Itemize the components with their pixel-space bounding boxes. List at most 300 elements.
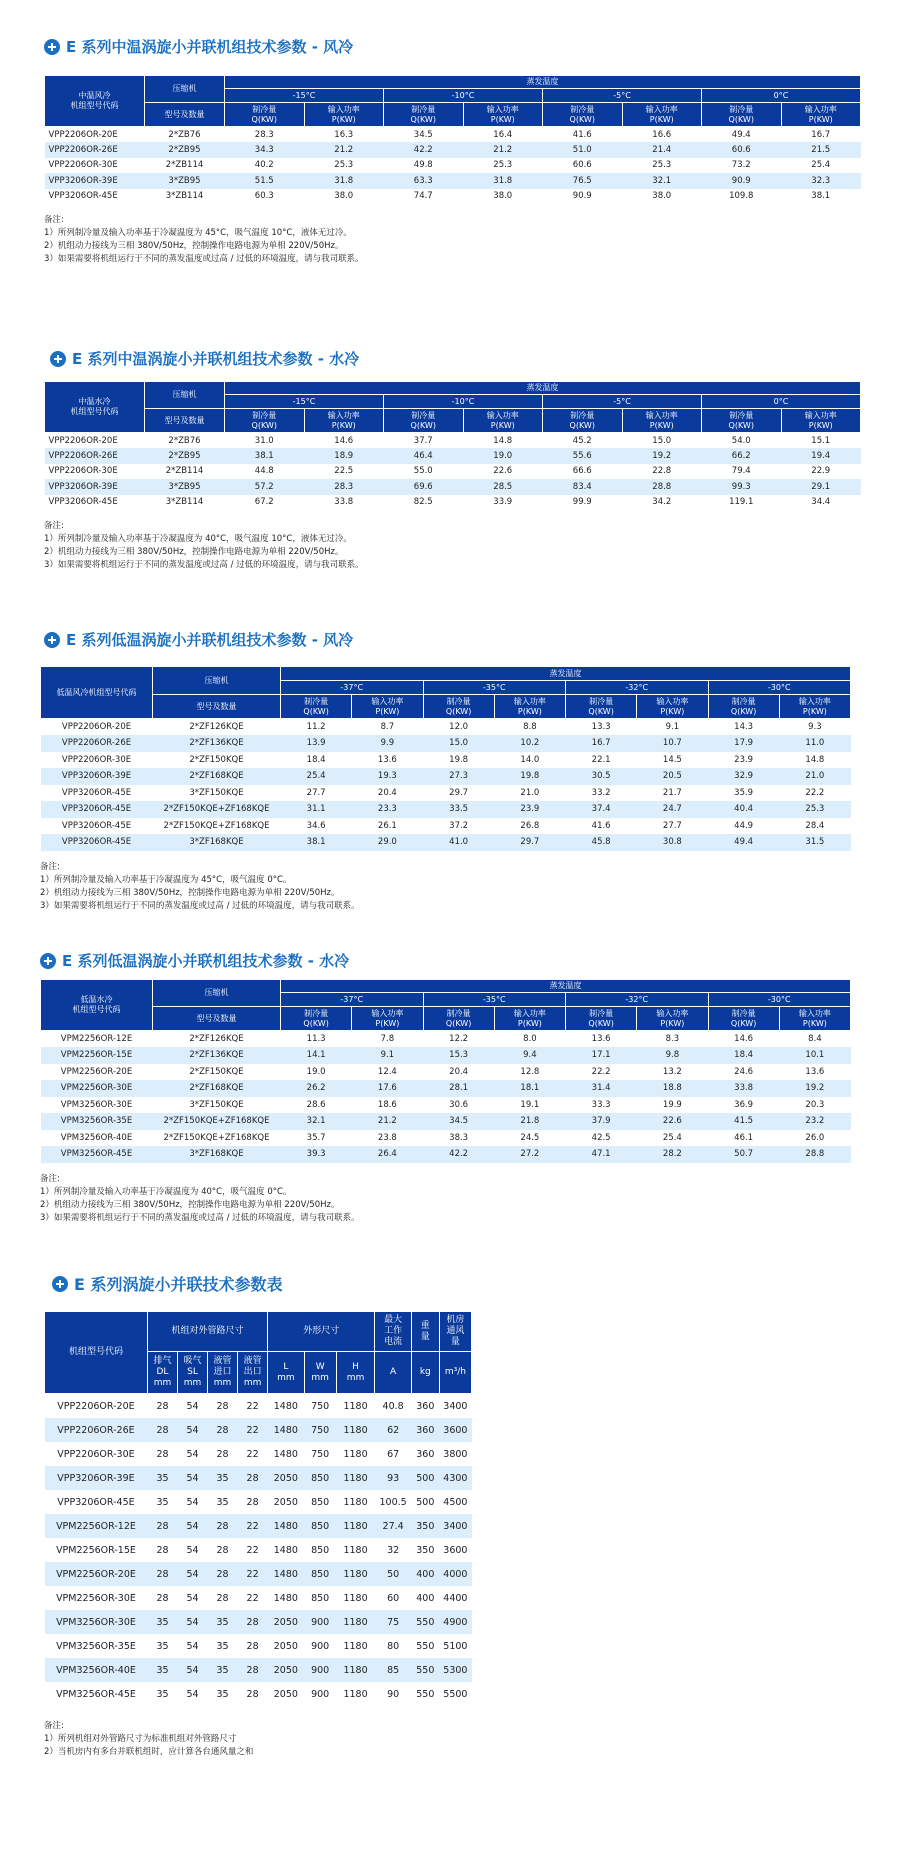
- cell-value: 28: [208, 1562, 238, 1586]
- cell-value: 33.8: [708, 1080, 779, 1097]
- table-row: [41, 1113, 851, 1130]
- cell-value: 20.5: [637, 768, 708, 785]
- col-header-power: 输入功率 P(KW): [622, 409, 702, 433]
- cell-model: VPM3256OR-45E: [41, 1146, 153, 1163]
- col-header-power: 输入功率 P(KW): [463, 409, 543, 433]
- col-header-temp: -5°C: [543, 89, 702, 103]
- col-header-temp: -35°C: [423, 993, 566, 1007]
- cell-value: 25.4: [637, 1130, 708, 1147]
- table-row: [45, 433, 861, 449]
- col-header-power: 输入功率 P(KW): [779, 1007, 850, 1031]
- cell-value: 93: [375, 1466, 411, 1490]
- cell-value: 1180: [336, 1442, 375, 1466]
- cell-value: 16.4: [463, 127, 543, 143]
- col-subheader: 排气 DL mm: [147, 1352, 177, 1394]
- cell-value: 19.3: [352, 768, 423, 785]
- section-low-temp-air: [0, 629, 901, 913]
- cell-value: 27.2: [494, 1146, 565, 1163]
- cell-value: 1180: [336, 1418, 375, 1442]
- cell-value: 900: [304, 1610, 336, 1634]
- cell-value: 35: [208, 1682, 238, 1706]
- cell-value: 85: [375, 1658, 411, 1682]
- cell-value: 26.4: [352, 1146, 423, 1163]
- cell-value: 60.6: [702, 142, 782, 158]
- cell-value: 1180: [336, 1610, 375, 1634]
- cell-value: 76.5: [543, 173, 623, 189]
- cell-value: 19.2: [622, 448, 702, 464]
- cell-value: 13.6: [779, 1064, 850, 1081]
- cell-value: 550: [411, 1682, 439, 1706]
- cell-value: 1180: [336, 1634, 375, 1658]
- cell-value: 28: [147, 1586, 177, 1610]
- cell-value: 25.3: [622, 158, 702, 174]
- cell-value: 550: [411, 1634, 439, 1658]
- col-header-capacity: 制冷量 Q(KW): [225, 409, 305, 433]
- col-header-compressor: 压缩机: [153, 980, 281, 1007]
- cell-value: 22.6: [463, 464, 543, 480]
- cell-value: 21.7: [637, 785, 708, 802]
- cell-value: 1180: [336, 1658, 375, 1682]
- notes: 备注: 1）所列制冷量及输入功率基于冷凝温度为 45°C，吸气温度 10°C，液体无过冷。 2）机组动力接线为三相 380V/50Hz，控制操作电路电源为单相 220V/50Hz。 3）如果需要将机组运行于不同的蒸发温度或过高 / 过低的环境温度，请与我司联系。: [44, 215, 364, 264]
- cell-value: 850: [304, 1514, 336, 1538]
- cell-value: 3600: [439, 1538, 471, 1562]
- cell-value: 51.0: [543, 142, 623, 158]
- cell-value: 42.5: [566, 1130, 637, 1147]
- cell-model: VPM3256OR-40E: [45, 1658, 148, 1682]
- cell-value: 33.2: [566, 785, 637, 802]
- cell-value: 31.1: [281, 801, 352, 818]
- cell-value: 28: [238, 1634, 268, 1658]
- col-header-temp: -37°C: [281, 993, 424, 1007]
- cell-value: 14.0: [494, 752, 565, 769]
- cell-value: 8.4: [779, 1031, 850, 1048]
- col-header-power: 输入功率 P(KW): [352, 1007, 423, 1031]
- cell-value: 29.0: [352, 834, 423, 851]
- cell-value: 3600: [439, 1418, 471, 1442]
- cell-value: 29.1: [781, 479, 861, 495]
- cell-value: 28.1: [423, 1080, 494, 1097]
- cell-value: 19.0: [281, 1064, 352, 1081]
- col-header-power: 输入功率 P(KW): [352, 695, 423, 719]
- col-header-temp: -15°C: [225, 395, 384, 409]
- col-header-capacity: 制冷量 Q(KW): [384, 103, 464, 127]
- cell-value: 8.7: [352, 719, 423, 736]
- cell-model: VPP3206OR-45E: [41, 785, 153, 802]
- cell-value: 25.3: [779, 801, 850, 818]
- cell-value: 35: [147, 1658, 177, 1682]
- cell-value: 28: [208, 1538, 238, 1562]
- cell-value: 10.7: [637, 735, 708, 752]
- cell-value: 22: [238, 1586, 268, 1610]
- col-header-capacity: 制冷量 Q(KW): [423, 695, 494, 719]
- cell-model: VPP2206OR-30E: [45, 158, 145, 174]
- col-header-capacity: 制冷量 Q(KW): [225, 103, 305, 127]
- cell-model: VPM3256OR-40E: [41, 1130, 153, 1147]
- col-header-dimensions: 外形尺寸: [268, 1312, 375, 1352]
- cell-value: 80: [375, 1634, 411, 1658]
- section-mid-temp-water: [0, 348, 901, 572]
- cell-value: 28.8: [779, 1146, 850, 1163]
- cell-value: 26.2: [281, 1080, 352, 1097]
- cell-value: 750: [304, 1418, 336, 1442]
- section-summary: [0, 1272, 901, 1759]
- cell-value: 28: [208, 1442, 238, 1466]
- table-row: [41, 818, 851, 835]
- cell-compressor: 2*ZB114: [145, 464, 225, 480]
- col-header-ventilation: 机房 通风 量: [439, 1312, 471, 1352]
- cell-value: 9.3: [779, 719, 850, 736]
- cell-model: VPM3256OR-35E: [45, 1634, 148, 1658]
- cell-value: 40.8: [375, 1394, 411, 1419]
- cell-value: 28.3: [304, 479, 384, 495]
- cell-value: 2050: [268, 1634, 304, 1658]
- cell-value: 16.7: [566, 735, 637, 752]
- cell-model: VPM3256OR-30E: [41, 1097, 153, 1114]
- section-title: E 系列中温涡旋小并联机组技术参数 - 风冷: [44, 36, 901, 57]
- cell-value: 54: [178, 1418, 208, 1442]
- cell-value: 26.1: [352, 818, 423, 835]
- cell-value: 18.9: [304, 448, 384, 464]
- cell-value: 34.2: [622, 495, 702, 511]
- cell-value: 35: [208, 1634, 238, 1658]
- cell-value: 7.8: [352, 1031, 423, 1048]
- cell-value: 850: [304, 1466, 336, 1490]
- cell-model: VPM2256OR-12E: [45, 1514, 148, 1538]
- col-header-capacity: 制冷量 Q(KW): [702, 103, 782, 127]
- cell-compressor: 3*ZF168KQE: [153, 1146, 281, 1163]
- col-subheader: kg: [411, 1352, 439, 1394]
- col-header-power: 输入功率 P(KW): [463, 103, 543, 127]
- col-header-compressor: 压缩机: [153, 667, 281, 695]
- col-header-power: 输入功率 P(KW): [494, 1007, 565, 1031]
- cell-value: 38.1: [225, 448, 305, 464]
- cell-value: 33.9: [463, 495, 543, 511]
- col-header-compressor-model: 型号及数量: [153, 1007, 281, 1031]
- cell-value: 60.6: [543, 158, 623, 174]
- cell-value: 45.2: [543, 433, 623, 449]
- table-row: [45, 1562, 472, 1586]
- cell-value: 500: [411, 1490, 439, 1514]
- col-header-temp: -35°C: [423, 681, 566, 695]
- cell-value: 1480: [268, 1514, 304, 1538]
- cell-value: 28.2: [637, 1146, 708, 1163]
- cell-value: 35: [147, 1490, 177, 1514]
- cell-value: 14.6: [708, 1031, 779, 1048]
- plus-circle-icon: [50, 351, 66, 367]
- cell-value: 4000: [439, 1562, 471, 1586]
- cell-value: 1180: [336, 1394, 375, 1419]
- cell-value: 31.5: [779, 834, 850, 851]
- col-header-temp: -32°C: [566, 681, 709, 695]
- table-row: [41, 1080, 851, 1097]
- cell-value: 35: [208, 1610, 238, 1634]
- table-row: [45, 1634, 472, 1658]
- cell-model: VPP2206OR-26E: [45, 1418, 148, 1442]
- col-header-compressor: 压缩机: [145, 382, 225, 409]
- cell-value: 1180: [336, 1538, 375, 1562]
- table-row: [45, 1466, 472, 1490]
- cell-value: 9.9: [352, 735, 423, 752]
- cell-value: 9.8: [637, 1047, 708, 1064]
- cell-value: 22.9: [781, 464, 861, 480]
- cell-value: 900: [304, 1682, 336, 1706]
- section-title: E 系列低温涡旋小并联机组技术参数 - 水冷: [40, 950, 901, 971]
- cell-compressor: 3*ZB95: [145, 479, 225, 495]
- cell-value: 32.3: [781, 173, 861, 189]
- cell-value: 28: [147, 1418, 177, 1442]
- cell-value: 41.5: [708, 1113, 779, 1130]
- cell-value: 1180: [336, 1490, 375, 1514]
- col-header-temp: -30°C: [708, 993, 851, 1007]
- col-header-power: 输入功率 P(KW): [622, 103, 702, 127]
- cell-value: 69.6: [384, 479, 464, 495]
- section-low-temp-water: [0, 950, 901, 1225]
- cell-value: 32.1: [281, 1113, 352, 1130]
- col-header-capacity: 制冷量 Q(KW): [543, 409, 623, 433]
- col-header-capacity: 制冷量 Q(KW): [566, 1007, 637, 1031]
- cell-value: 24.7: [637, 801, 708, 818]
- table-row: [45, 158, 861, 174]
- cell-compressor: 2*ZF126KQE: [153, 1031, 281, 1048]
- cell-model: VPP3206OR-45E: [41, 818, 153, 835]
- cell-value: 34.5: [384, 127, 464, 143]
- spec-table: [44, 381, 861, 510]
- cell-value: 4500: [439, 1490, 471, 1514]
- cell-compressor: 3*ZB95: [145, 173, 225, 189]
- cell-value: 2050: [268, 1610, 304, 1634]
- cell-value: 18.6: [352, 1097, 423, 1114]
- cell-value: 19.8: [423, 752, 494, 769]
- cell-value: 750: [304, 1394, 336, 1419]
- cell-value: 11.2: [281, 719, 352, 736]
- col-subheader: H mm: [336, 1352, 375, 1394]
- cell-value: 1180: [336, 1514, 375, 1538]
- cell-value: 49.4: [702, 127, 782, 143]
- cell-value: 15.0: [423, 735, 494, 752]
- col-header-capacity: 制冷量 Q(KW): [281, 695, 352, 719]
- cell-value: 99.3: [702, 479, 782, 495]
- cell-value: 57.2: [225, 479, 305, 495]
- cell-value: 2050: [268, 1490, 304, 1514]
- section-title: E 系列中温涡旋小并联机组技术参数 - 水冷: [50, 348, 901, 369]
- cell-value: 8.3: [637, 1031, 708, 1048]
- cell-model: VPM2256OR-12E: [41, 1031, 153, 1048]
- cell-model: VPP3206OR-45E: [41, 801, 153, 818]
- table-row: [45, 1394, 472, 1419]
- table-row: [45, 1418, 472, 1442]
- cell-model: VPP3206OR-39E: [41, 768, 153, 785]
- cell-value: 19.9: [637, 1097, 708, 1114]
- cell-value: 28.6: [281, 1097, 352, 1114]
- cell-value: 54: [178, 1394, 208, 1419]
- table-row: [45, 1490, 472, 1514]
- cell-value: 25.4: [281, 768, 352, 785]
- cell-value: 360: [411, 1442, 439, 1466]
- col-header-model: 低温水冷 机组型号代码: [41, 980, 153, 1031]
- cell-value: 49.8: [384, 158, 464, 174]
- cell-value: 1480: [268, 1394, 304, 1419]
- cell-value: 28: [238, 1682, 268, 1706]
- cell-value: 850: [304, 1562, 336, 1586]
- notes: 备注: 1）所列机组对外管路尺寸为标准机组对外管路尺寸 2）当机房内有多台并联机组时，应计算各台通风量之和: [44, 1721, 254, 1757]
- cell-model: VPM3256OR-35E: [41, 1113, 153, 1130]
- spec-table: [44, 75, 861, 204]
- table-row: [45, 479, 861, 495]
- cell-value: 23.3: [352, 801, 423, 818]
- cell-value: 9.1: [352, 1047, 423, 1064]
- cell-value: 16.6: [622, 127, 702, 143]
- col-header-power: 输入功率 P(KW): [781, 103, 861, 127]
- cell-value: 1480: [268, 1538, 304, 1562]
- cell-model: VPP2206OR-26E: [45, 142, 145, 158]
- cell-value: 4300: [439, 1466, 471, 1490]
- cell-value: 360: [411, 1394, 439, 1419]
- cell-compressor: 2*ZF150KQE: [153, 1064, 281, 1081]
- cell-value: 18.1: [494, 1080, 565, 1097]
- cell-value: 28: [147, 1538, 177, 1562]
- cell-value: 109.8: [702, 189, 782, 205]
- cell-value: 83.4: [543, 479, 623, 495]
- cell-value: 62: [375, 1418, 411, 1442]
- cell-compressor: 2*ZB114: [145, 158, 225, 174]
- col-header-compressor: 压缩机: [145, 76, 225, 103]
- section-title: E 系列涡旋小并联技术参数表: [52, 1272, 901, 1295]
- cell-value: 33.5: [423, 801, 494, 818]
- cell-value: 19.0: [463, 448, 543, 464]
- col-header-capacity: 制冷量 Q(KW): [566, 695, 637, 719]
- cell-value: 21.2: [304, 142, 384, 158]
- cell-model: VPP3206OR-45E: [41, 834, 153, 851]
- cell-value: 18.8: [637, 1080, 708, 1097]
- cell-value: 33.3: [566, 1097, 637, 1114]
- cell-value: 13.6: [352, 752, 423, 769]
- cell-value: 54: [178, 1586, 208, 1610]
- cell-value: 39.3: [281, 1146, 352, 1163]
- cell-value: 1180: [336, 1562, 375, 1586]
- cell-value: 31.8: [304, 173, 384, 189]
- cell-value: 21.4: [622, 142, 702, 158]
- cell-value: 1180: [336, 1682, 375, 1706]
- table-row: [41, 1097, 851, 1114]
- col-header-evap-temp: 蒸发温度: [225, 76, 861, 89]
- cell-value: 4400: [439, 1586, 471, 1610]
- cell-value: 41.6: [566, 818, 637, 835]
- col-subheader: W mm: [304, 1352, 336, 1394]
- table-row: [45, 1538, 472, 1562]
- cell-value: 51.5: [225, 173, 305, 189]
- col-header-weight: 重 量: [411, 1312, 439, 1352]
- cell-value: 73.2: [702, 158, 782, 174]
- col-header-temp: -32°C: [566, 993, 709, 1007]
- cell-model: VPM2256OR-30E: [41, 1080, 153, 1097]
- cell-value: 37.2: [423, 818, 494, 835]
- cell-value: 16.3: [304, 127, 384, 143]
- cell-value: 12.8: [494, 1064, 565, 1081]
- cell-compressor: 2*ZB95: [145, 142, 225, 158]
- cell-value: 35: [147, 1610, 177, 1634]
- col-header-temp: 0°C: [702, 395, 861, 409]
- cell-value: 22: [238, 1562, 268, 1586]
- cell-value: 850: [304, 1586, 336, 1610]
- cell-value: 54: [178, 1514, 208, 1538]
- cell-value: 9.1: [637, 719, 708, 736]
- col-subheader: 液管 进口 mm: [208, 1352, 238, 1394]
- cell-value: 46.1: [708, 1130, 779, 1147]
- cell-value: 40.2: [225, 158, 305, 174]
- cell-value: 12.2: [423, 1031, 494, 1048]
- cell-value: 32.9: [708, 768, 779, 785]
- table-row: [45, 448, 861, 464]
- cell-value: 22.1: [566, 752, 637, 769]
- cell-model: VPP3206OR-45E: [45, 495, 145, 511]
- col-header-power: 输入功率 P(KW): [494, 695, 565, 719]
- cell-value: 42.2: [423, 1146, 494, 1163]
- cell-value: 12.4: [352, 1064, 423, 1081]
- cell-value: 74.7: [384, 189, 464, 205]
- cell-value: 47.1: [566, 1146, 637, 1163]
- cell-compressor: 2*ZF150KQE: [153, 752, 281, 769]
- cell-value: 14.1: [281, 1047, 352, 1064]
- cell-value: 22: [238, 1442, 268, 1466]
- cell-model: VPP2206OR-30E: [41, 752, 153, 769]
- cell-value: 54: [178, 1562, 208, 1586]
- cell-model: VPP2206OR-30E: [45, 1442, 148, 1466]
- cell-value: 46.4: [384, 448, 464, 464]
- cell-value: 32: [375, 1538, 411, 1562]
- spec-table: [40, 666, 851, 851]
- cell-value: 8.8: [494, 719, 565, 736]
- col-header-model: 中温水冷 机组型号代码: [45, 382, 145, 433]
- cell-value: 18.4: [708, 1047, 779, 1064]
- cell-value: 400: [411, 1562, 439, 1586]
- cell-value: 67: [375, 1442, 411, 1466]
- cell-value: 34.4: [781, 495, 861, 511]
- col-subheader: 吸气 SL mm: [178, 1352, 208, 1394]
- cell-value: 31.8: [463, 173, 543, 189]
- cell-compressor: 2*ZF126KQE: [153, 719, 281, 736]
- cell-value: 900: [304, 1634, 336, 1658]
- col-header-capacity: 制冷量 Q(KW): [708, 695, 779, 719]
- cell-value: 90: [375, 1682, 411, 1706]
- cell-value: 500: [411, 1466, 439, 1490]
- cell-value: 17.6: [352, 1080, 423, 1097]
- col-header-power: 输入功率 P(KW): [304, 103, 384, 127]
- table-row: [41, 719, 851, 736]
- cell-value: 79.4: [702, 464, 782, 480]
- cell-value: 28: [208, 1394, 238, 1419]
- table-row: [41, 768, 851, 785]
- cell-model: VPP2206OR-30E: [45, 464, 145, 480]
- cell-value: 67.2: [225, 495, 305, 511]
- cell-value: 37.7: [384, 433, 464, 449]
- cell-value: 60: [375, 1586, 411, 1610]
- plus-circle-icon: [44, 632, 60, 648]
- cell-value: 38.1: [781, 189, 861, 205]
- cell-value: 16.7: [781, 127, 861, 143]
- table-row: [45, 127, 861, 143]
- cell-value: 27.3: [423, 768, 494, 785]
- cell-value: 19.2: [779, 1080, 850, 1097]
- cell-value: 8.0: [494, 1031, 565, 1048]
- cell-value: 14.6: [304, 433, 384, 449]
- cell-value: 2050: [268, 1658, 304, 1682]
- cell-value: 22.5: [304, 464, 384, 480]
- cell-model: VPM2256OR-20E: [41, 1064, 153, 1081]
- cell-compressor: 2*ZF150KQE+ZF168KQE: [153, 1130, 281, 1147]
- cell-compressor: 2*ZF150KQE+ZF168KQE: [153, 1113, 281, 1130]
- cell-value: 750: [304, 1442, 336, 1466]
- section-mid-temp-air: [0, 36, 901, 266]
